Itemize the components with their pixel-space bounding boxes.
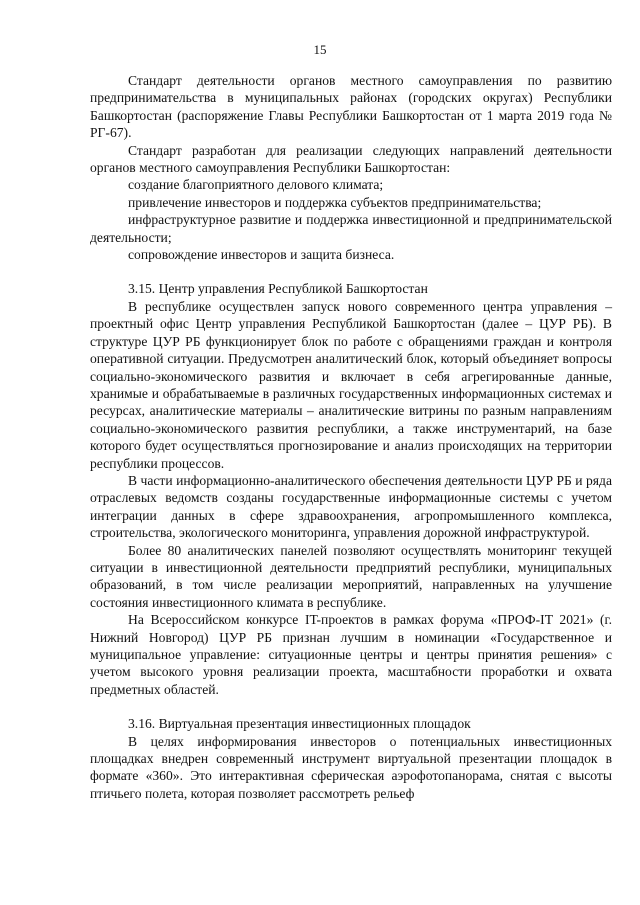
- section-paragraph: На Всероссийском конкурсе IT-проектов в рамках форума «ПРОФ-IT 2021» (г. Нижний Новгород) ЦУР РБ признан лучшим в номинации «Государственное и муниципальное управление: ситуационные центры и центры принятия решения» с учетом высокого уровня реализации проекта, масштабности проработки и охвата предметных областей.: [90, 612, 612, 697]
- list-item: создание благоприятного делового климата;: [128, 177, 384, 193]
- section-heading: 3.15. Центр управления Республикой Башкортостан: [128, 281, 428, 297]
- section-paragraph: В республике осуществлен запуск нового современного центра управления – проектный офис Центр управления Республикой Башкортостан (далее – ЦУР РБ). В структуре ЦУР РБ функционирует блок по работе с обращениями граждан и контроля оперативной ситуации. Предусмотрен аналитический блок, который объединяет вопросы социально-экономического развития и включает в себя агрегированные данные, хранимые и обрабатываемые в различных государственных информационных системах и ресурсах, аналитические материалы – аналитические витрины по разным направлениям социально-экономического развития республики, а также инструментарий, на базе которого будет осуществляться прогнозирование и анализ происходящих на территории республики процессов.: [90, 298, 612, 471]
- section-paragraph: В части информационно-аналитического обеспечения деятельности ЦУР РБ и ряда отраслевых ведомств созданы государственные информационные системы с учетом интеграции данных в сфере здравоохранения, агропромышленного комплекса, строительства, экологического мониторинга, управления дорожной инфраструктурой.: [90, 472, 612, 541]
- page-body: [90, 72, 612, 802]
- intro-paragraph: Стандарт разработан для реализации следующих направлений деятельности органов местного самоуправления Республики Башкортостан:: [90, 142, 612, 176]
- intro-paragraph: Стандарт деятельности органов местного самоуправления по развитию предпринимательства в муниципальных районах (городских округах) Республики Башкортостан (распоряжение Главы Республики Башкортостан от 1 марта 2019 года № РГ-67).: [90, 73, 612, 141]
- section-heading: 3.16. Виртуальная презентация инвестиционных площадок: [128, 716, 471, 732]
- section-paragraph: Более 80 аналитических панелей позволяют осуществлять мониторинг текущей ситуации в инвестиционной деятельности предприятий республики, муниципальных образований, в том числе реализации мероприятий, направленных на улучшение состояния инвестиционного климата в республике.: [90, 542, 612, 610]
- section-paragraph: В целях информирования инвесторов о потенциальных инвестиционных площадках внедрен современный инструмент виртуальной презентации площадок в формате «360». Это интерактивная сферическая аэрофотопанорама, снятая с высоты птичьего полета, которая позволяет рассмотреть рельеф: [90, 733, 612, 801]
- list-item: инфраструктурное развитие и поддержка инвестиционной и предпринимательской деятельности;: [90, 212, 612, 245]
- list-item: сопровождение инвесторов и защита бизнеса.: [128, 247, 395, 263]
- page-number: 15: [313, 42, 327, 57]
- list-item: привлечение инвесторов и поддержка субъектов предпринимательства;: [128, 194, 542, 210]
